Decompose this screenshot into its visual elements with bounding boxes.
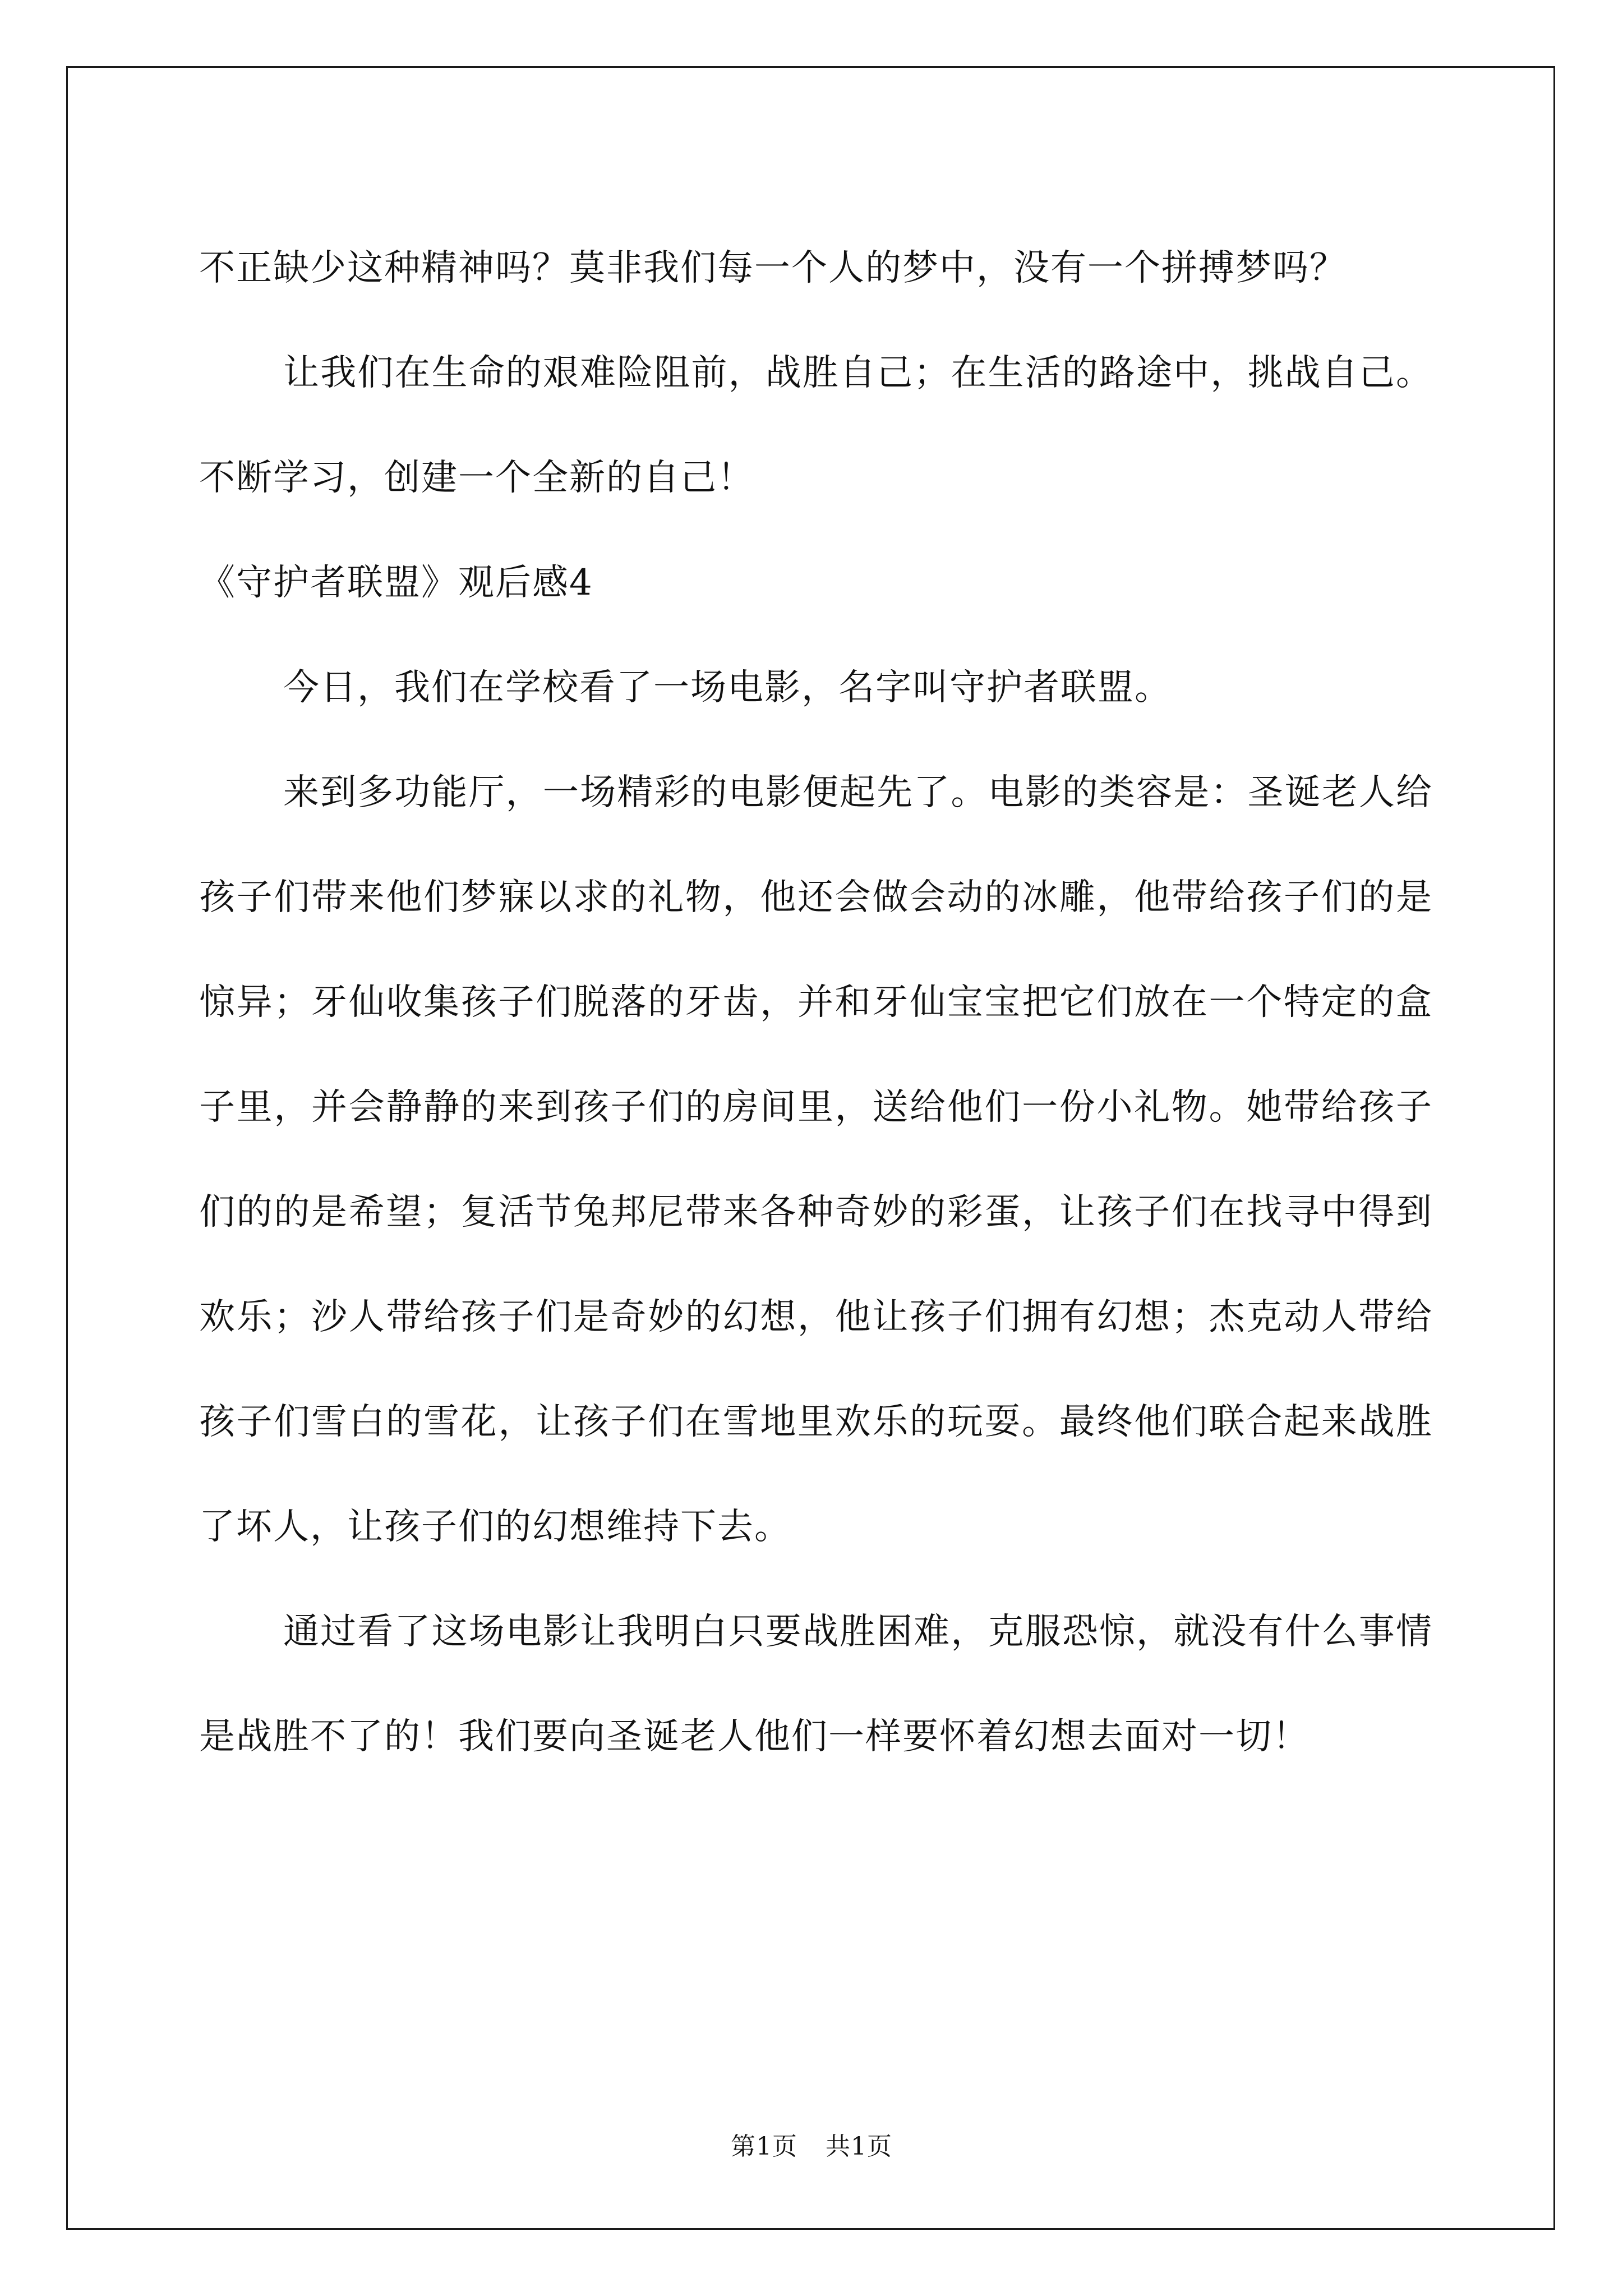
page-number: 第1页 <box>731 2132 797 2161</box>
paragraph: 通过看了这场电影让我明白只要战胜困难，克服恐惊，就没有什么事情是战胜不了的！我们要向圣诞老人他们一样要怀着幻想去面对一切！ <box>199 1611 1433 1757</box>
document-body <box>199 216 1433 1789</box>
section-heading: 《守护者联盟》观后感4 <box>199 562 593 604</box>
paragraph: 让我们在生命的艰难险阻前，战胜自己；在生活的路途中，挑战自己。不断学习，创建一个全新的自己！ <box>199 352 1433 499</box>
page-footer <box>0 2126 1623 2162</box>
paragraph: 今日，我们在学校看了一场电影，名字叫守护者联盟。 <box>283 667 1172 708</box>
paragraph: 来到多功能厅，一场精彩的电影便起先了。电影的类容是：圣诞老人给孩子们带来他们梦寐以求的礼物，他还会做会动的冰雕，他带给孩子们的是惊异；牙仙收集孩子们脱落的牙齿，并和牙仙宝宝把它们放在一个特定的盒子里，并会静静的来到孩子们的房间里，送给他们一份小礼物。她带给孩子们的的是希望；复活节兔邦尼带来各种奇妙的彩蛋，让孩子们在找寻中得到欢乐；沙人带给孩子们是奇妙的幻想，他让孩子们拥有幻想；杰克动人带给孩子们雪白的雪花，让孩子们在雪地里欢乐的玩耍。最终他们联合起来战胜了坏人，让孩子们的幻想维持下去。 <box>199 772 1433 1548</box>
paragraph: 不正缺少这种精神吗？莫非我们每一个人的梦中，没有一个拼搏梦吗？ <box>199 247 1347 289</box>
page-total: 共1页 <box>826 2132 892 2161</box>
